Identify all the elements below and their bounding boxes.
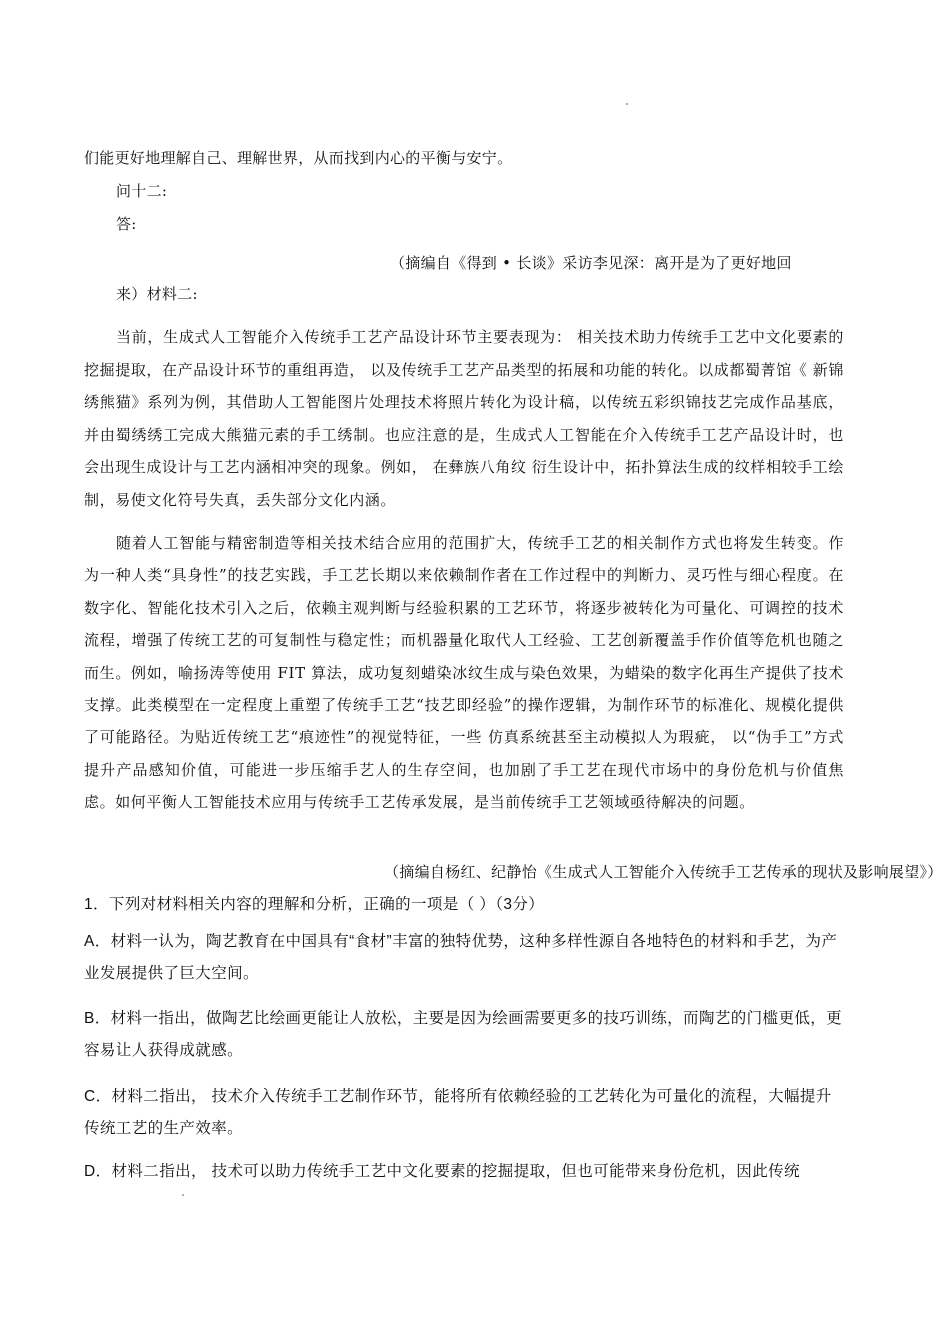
material2-paragraph-2: 随着人工智能与精密制造等相关技术结合应用的范围扩大，传统手工艺的相关制作方式也将发生转变。作为一种人类“具身性”的技艺实践，手工艺长期以来依赖制作者在工作过程中的判断力、灵巧性与细心程度。在数字化、智能化技术引入之后，依赖主观判断与经验积累的工艺环节，将逐步被转化为可量化、可调控的技术流程，增强了传统工艺的可复制性与稳定性；而机器量化取代人工经验、工艺创新覆盖手作价值等危机也随之而生。例如，喻扬涛等使用 FIT 算法，成功复刻蜡染冰纹生成与染色效果，为蜡染的数字化再生产提供了技术支撑。此类模型在一定程度上重塑了传统手工艺“技艺即经验”的操作逻辑，为制作环节的标准化、规模化提供了可能路径。为贴近传统工艺“痕迹性”的视觉特征，一些 仿真系统甚至主动模拟人为瑕疵， 以“伪手工”方式提升产品感知价值，可能进一步压缩手艺人的生存空间，也加剧了手工艺在现代市场中的身份危机与价值焦虑。如何平衡人工智能技术应用与传统手工艺传承发展，是当前传统手工艺领域亟待解决的问题。 [84,534,844,812]
source1-line1: （摘编自《得到 • 长谈》采访李见深：离开是为了更好地回 [390,254,792,272]
source1-line2: 来）材料二: [116,285,198,303]
question1-option-b: B．材料一指出，做陶艺比绘画更能让人放松，主要是因为绘画需要更多的技巧训练，而陶艺的门槛更低，更容易让人获得成就感。 [84,1010,843,1059]
scan-dot-top [626,103,628,105]
answer-label: 答: [116,215,137,233]
question1-stem: 1．下列对材料相关内容的理解和分析，正确的一项是（ ）（3分） [84,896,545,913]
question1-option-a: A．材料一认为，陶艺教育在中国具有“食材”丰富的独特优势，这种多样性源自各地特色的材料和手艺，为产业发展提供了巨大空间。 [84,933,838,982]
scan-dot-bottom [182,1194,184,1196]
question1-option-c: C．材料二指出， 技术介入传统手工艺制作环节，能将所有依赖经验的工艺转化为可量化的流程，大幅提升传统工艺的生产效率。 [84,1088,832,1137]
material2-paragraph-1: 当前，生成式人工智能介入传统手工艺产品设计环节主要表现为： 相关技术助力传统手工艺中文化要素的挖掘提取，在产品设计环节的重组再造， 以及传统手工艺产品类型的拓展和功能的转化。以成都蜀菁馆《 新锦绣熊猫》系列为例，其借助人工智能图片处理技术将照片转化为设计稿，以传统五彩织锦技艺完成作品基底，并由蜀绣绣工完成大熊猫元素的手工绣制。也应注意的是，生成式人工智能在介入传统手工艺产品设计时，也会出现生成设计与工艺内涵相冲突的现象。例如， 在彝族八角纹 衍生设计中，拓扑算法生成的纹样相较手工绘制，易使文化符号失真，丢失部分文化内涵。 [84,328,844,509]
intro-continuation: 们能更好地理解自己、理解世界，从而找到内心的平衡与安宁。 [84,149,513,167]
source2-citation: （摘编自杨红、纪静怡《生成式人工智能介入传统手工艺传承的现状及影响展望》） [384,863,943,881]
q12-label: 问十二: [116,182,168,200]
question1-option-d: D．材料二指出， 技术可以助力传统手工艺中文化要素的挖掘提取，但也可能带来身份危机，因此传统 [84,1163,800,1180]
